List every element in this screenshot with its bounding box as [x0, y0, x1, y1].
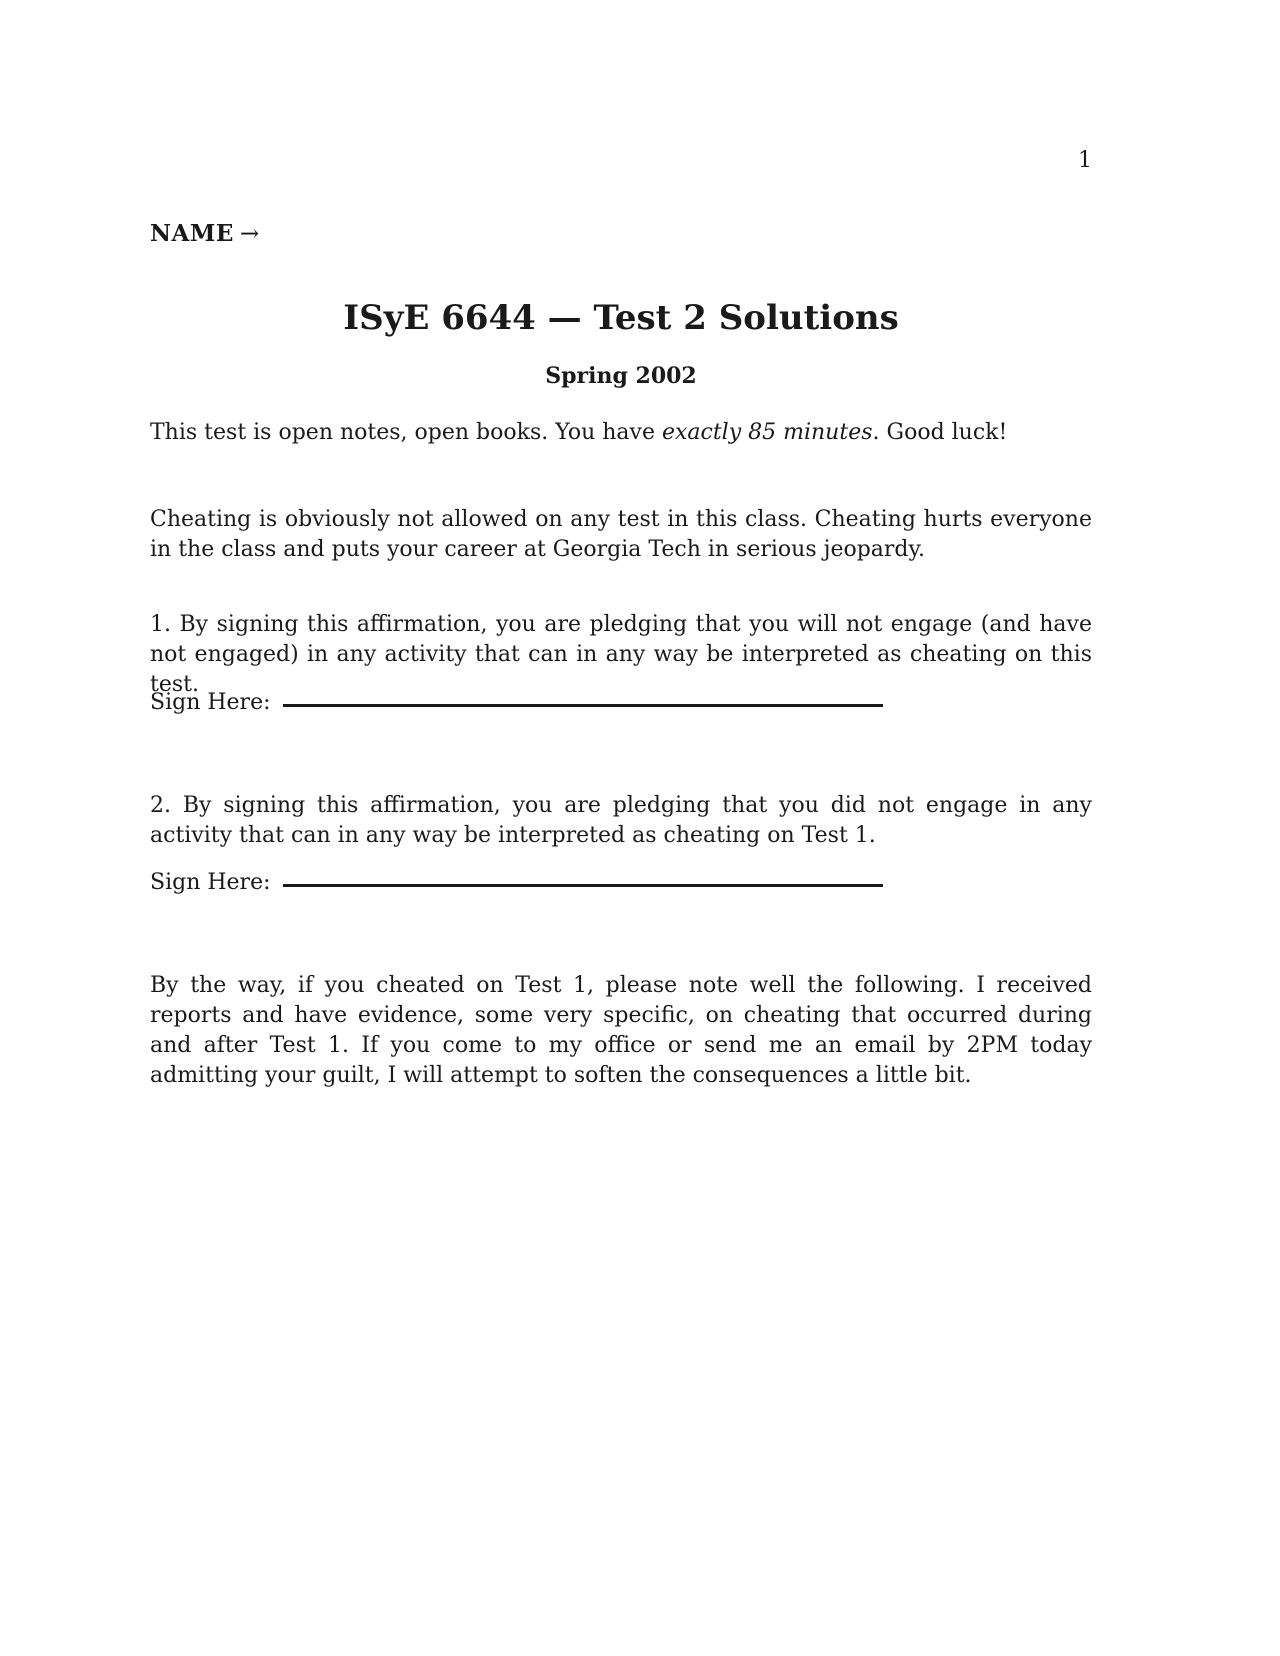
intro-text-start: This test is open notes, open books. You have	[150, 420, 662, 445]
document-title: ISyE 6644 — Test 2 Solutions	[343, 298, 899, 338]
page-number: 1	[1078, 148, 1092, 173]
sign-label-2: Sign Here:	[150, 870, 271, 895]
intro-emphasis: exactly 85 minutes	[661, 420, 873, 445]
cheating-notice: Cheating is obviously not allowed on any test in this class. Cheating hurts everyone in the class and puts your career at Georgia Tech in serious jeopardy.	[150, 507, 1092, 562]
signature-line-2[interactable]	[283, 884, 883, 887]
name-label: NAME	[150, 220, 234, 247]
closing-note: By the way, if you cheated on Test 1, please note well the following. I received reports and have evidence, some very specific, on cheating that occurred during and after Test 1. If you come to my office or send me an email by 2PM today admitting your guilt, I will attempt to soften the consequences a little bit.	[150, 973, 1092, 1088]
document-subtitle: Spring 2002	[545, 363, 697, 389]
signature-line-1[interactable]	[283, 704, 883, 707]
sign-label-1: Sign Here:	[150, 690, 271, 715]
signature-row-2	[150, 870, 883, 895]
signature-row-1	[150, 690, 883, 715]
right-arrow-icon: →	[239, 221, 260, 247]
affirmation-1: 1. By signing this affirmation, you are pledging that you will not engage (and have not engaged) in any activity that can in any way be interpreted as cheating on this test.	[150, 612, 1092, 697]
name-field-label	[150, 220, 260, 247]
intro-paragraph	[150, 418, 1092, 448]
affirmation-2: 2. By signing this affirmation, you are pledging that you did not engage in any activity that can in any way be interpreted as cheating on Test 1.	[150, 793, 1092, 848]
intro-text-end: . Good luck!	[872, 420, 1008, 445]
